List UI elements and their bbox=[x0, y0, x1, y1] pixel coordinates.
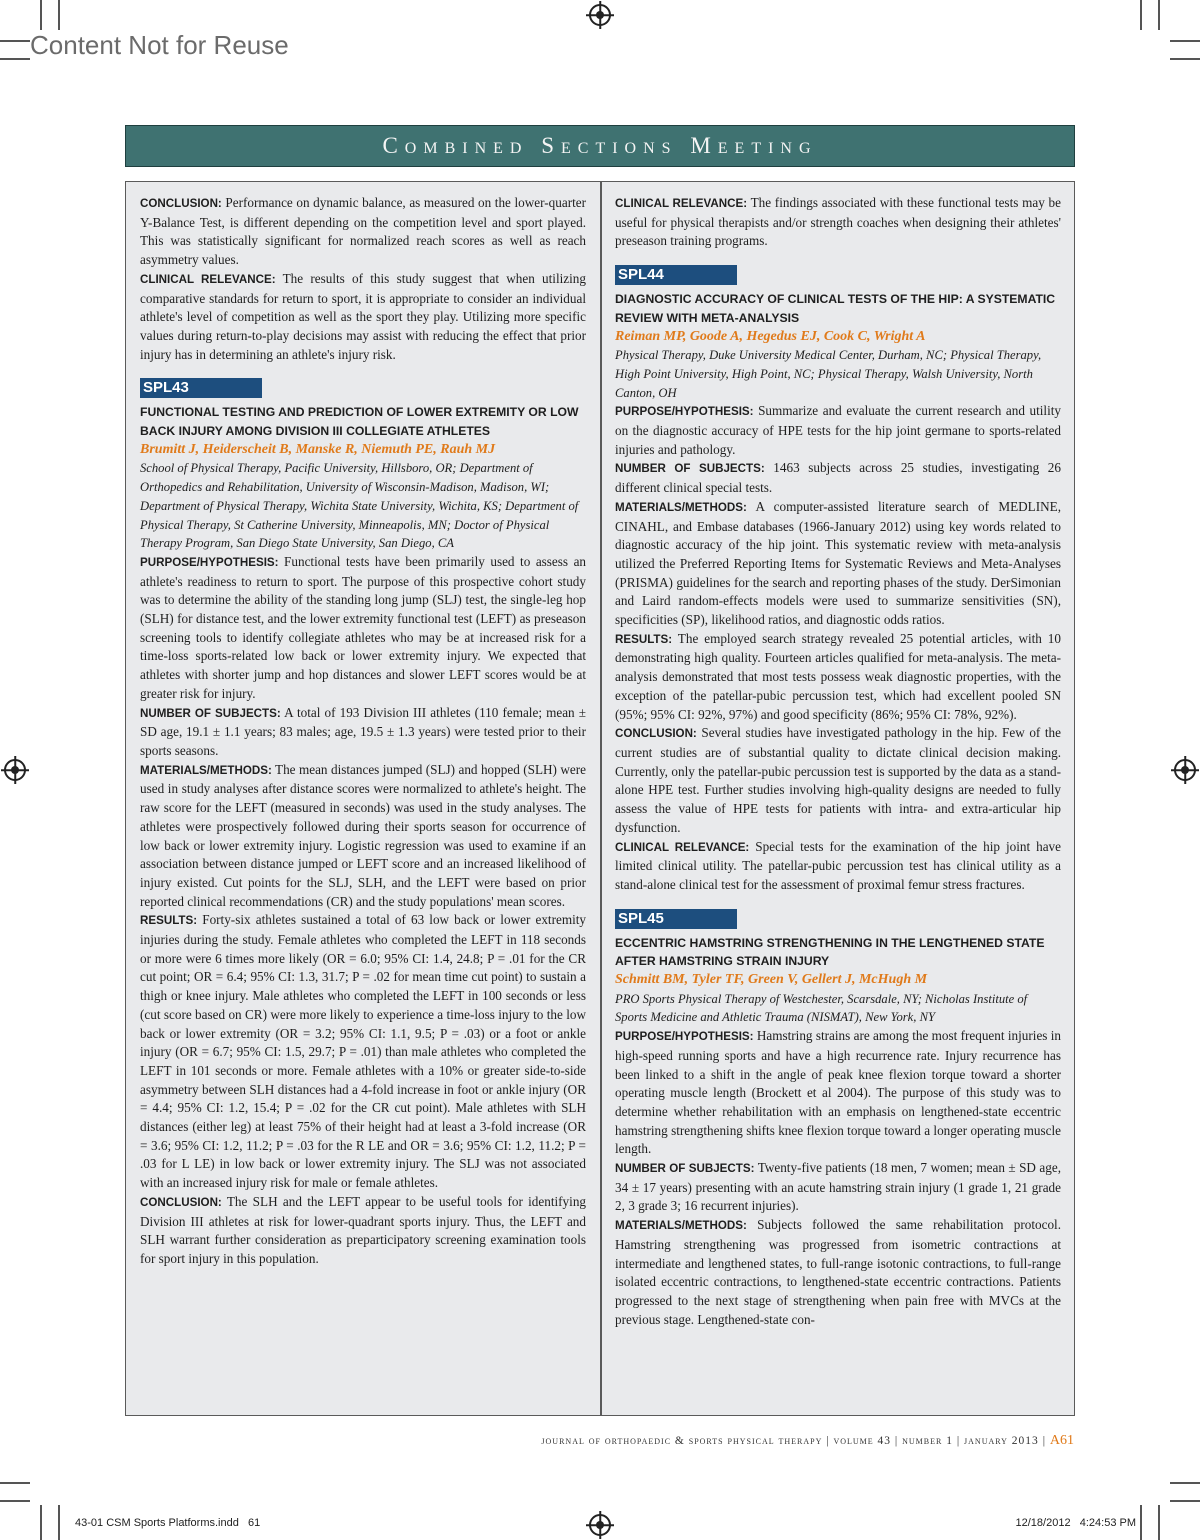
crop-mark bbox=[40, 0, 42, 30]
section-label: PURPOSE/HYPOTHESIS: bbox=[140, 555, 279, 569]
journal-name: journal of orthopaedic & sports physical therapy bbox=[541, 1435, 823, 1447]
section-text: The employed search strategy revealed 25 potential articles, with 10 demonstrating high quality. Fourteen articles qualified for meta-analysis. The meta-analysis demonstrated that most tests possess weak diagnostic properties, with the exception of the patellar-pubic percussion test, which had excellent pooled SN (95%; 95% CI: 92%, 97%) and good specificity (86%; 95% CI: 78%, 92%). bbox=[615, 630, 1061, 722]
section-label: CONCLUSION: bbox=[615, 727, 697, 741]
abstract-title: ECCENTRIC HAMSTRING STRENGTHENING IN THE LENGTHENED STATE AFTER HAMSTRING STRAIN INJURY bbox=[615, 935, 1045, 969]
section-text: Several studies have investigated pathology in the hip. Few of the current studies are of substantial quality to dictate clinical decision making. Currently, only the patellar-pubic percussion test is supported by the data as a stand-alone HPE test. Further studies involving high-quality designs are needed to fully assess the value of HPE tests for patients with intra- and extra-articular hip dysfunction. bbox=[615, 725, 1061, 835]
crop-mark bbox=[40, 1505, 42, 1540]
section-label: RESULTS: bbox=[615, 632, 673, 646]
abstract-authors: Reiman MP, Goode A, Hegedus EJ, Cook C, Wright A bbox=[615, 328, 926, 344]
paragraph bbox=[615, 630, 1061, 725]
watermark: Content Not for Reuse bbox=[30, 30, 289, 60]
section-text: Forty-six athletes sustained a total of 63 low back or lower extremity injuries during the study. Female athletes who completed the LEFT in 118 seconds or more were 6 times more likely (OR = 6.0; 95% CI: 1.4, 24.8; P = .01 for the CR cut point; OR = 6.4; 95% CI: 1.3, 31.7; P = .02 for mean time cut point) to sustain a thigh or knee injury. Male athletes who completed the LEFT in 100 seconds or less (cut score based on CR) were more likely to experience a time-loss injury to the low back or lower extremity (OR = 3.2; 95% CI: 1.1, 9.5; P = .03) or a foot or ankle injury (OR = 6.7; 95% CI: 1.5, 29.7; P = .01) than male athletes who completed the LEFT in 101 seconds or more. Female athletes with a 10% or greater side-to-side asymmetry between SLH distances had a 4-fold increase in foot or ankle injury (OR = 4.4; 95% CI: 1.2, 15.4; P = .02 for the CR cut point). Male athletes with SLH distances (either leg) at least 75% of their height had at least a 3-fold increase (OR = 3.6; 95% CI: 1.2, 11.2; P = .03 for the R LE and OR = 3.6; 95% CI: 1.2, 11.2; P = .03 for L LE) in low back or lower extremity injury. The SLJ was not associated with an increased injury risk for male or female athletes. bbox=[140, 912, 586, 1191]
registration-mark-icon bbox=[4, 759, 26, 781]
paragraph bbox=[140, 270, 586, 365]
section-label: MATERIALS/METHODS: bbox=[615, 1219, 747, 1233]
abstract-title: FUNCTIONAL TESTING AND PREDICTION OF LOWER EXTREMITY OR LOW BACK INJURY AMONG DIVISION III COLLEGIATE ATHLETES bbox=[140, 405, 579, 439]
abstract-authors: Schmitt BM, Tyler TF, Green V, Gellert J, McHugh M bbox=[615, 972, 928, 988]
crop-mark bbox=[0, 58, 30, 60]
column-divider bbox=[600, 182, 602, 1415]
abstract-tag: SPL44 bbox=[615, 265, 737, 285]
section-label: NUMBER OF SUBJECTS: bbox=[615, 462, 765, 476]
crop-mark bbox=[58, 1505, 60, 1540]
abstract-tag: SPL45 bbox=[615, 909, 737, 929]
abstract-affiliation: Physical Therapy, Duke University Medical Center, Durham, NC; Physical Therapy, High Point University, High Point, NC; Physical Therapy, Walsh University, North Canton, OH bbox=[615, 348, 1042, 400]
crop-mark bbox=[1158, 0, 1160, 30]
paragraph bbox=[615, 1159, 1061, 1216]
abstract-affiliation: PRO Sports Physical Therapy of Westchester, Scarsdale, NY; Nicholas Institute of Sports Medicine and Athletic Trauma (NISMAT), New York, NY bbox=[615, 991, 1028, 1025]
registration-mark-icon bbox=[589, 1514, 611, 1536]
section-text: A total of 193 Division III athletes (110 female; mean ± SD age, 19.1 ± 1.1 years; 83 males; age, 19.5 ± 1.3 years) were tested prior to their sports seasons. bbox=[140, 704, 586, 758]
footer-separator: | bbox=[894, 1435, 899, 1447]
abstract-title: DIAGNOSTIC ACCURACY OF CLINICAL TESTS OF THE HIP: A SYSTEMATIC REVIEW WITH META-ANALYSIS bbox=[615, 292, 1056, 325]
paragraph bbox=[140, 194, 586, 270]
section-text: Performance on dynamic balance, as measured on the lower-quarter Y-Balance Test, is different depending on the competition level and sport played. This was statistically significant for normalized reach scores as well as reach asymmetry values. bbox=[140, 195, 587, 268]
issue-number: number 1 bbox=[902, 1435, 953, 1447]
crop-mark bbox=[1140, 0, 1142, 30]
crop-mark bbox=[1140, 1505, 1142, 1540]
abstract-authors: Brumitt J, Heiderscheit B, Manske R, Niemuth PE, Rauh MJ bbox=[140, 441, 496, 457]
section-label: NUMBER OF SUBJECTS: bbox=[615, 1162, 755, 1176]
section-text: The mean distances jumped (SLJ) and hopped (SLH) were used in study analyses after distance scores were normalized to athlete's height. The raw score for the LEFT (measured in seconds) was used in the study analyses. The athletes were prospectively followed during their sports season for occurrence of low back or lower extremity injury. Logistic regression was used to examine if an association between distance jumped or LEFT score and an increased likelihood of injury existed. Cut points for the SLJ, SLH, and the LEFT were based on prior reported clinical recommendations (CR) and the study populations' mean scores. bbox=[140, 761, 586, 909]
crop-mark bbox=[1158, 1505, 1160, 1540]
section-text: The SLH and the LEFT appear to be useful tools for identifying Division III athletes at risk for lower-quadrant sports injury. Thus, the LEFT and SLH warrant further consideration as preparticipatory screening examination tools for sport injury in this population. bbox=[140, 1193, 587, 1266]
section-label: RESULTS: bbox=[140, 914, 198, 928]
section-label: CONCLUSION: bbox=[140, 197, 222, 210]
registration-mark-icon bbox=[1174, 759, 1196, 781]
section-text: Hamstring strains are among the most frequent injuries in high-speed running sports and have a high recurrence rate. Injury recurrence has been linked to a shift in the angle of peak knee flexion torque toward a shorter operating muscle length (Brockett et al 2004). The purpose of this study was to determine whether rehabilitation with an emphasis on lengthened-state eccentric hamstring strengthening shifts knee flexion torque toward a longer operating muscle length. bbox=[615, 1028, 1062, 1157]
issue-date: january 2013 bbox=[964, 1435, 1039, 1447]
section-text: A computer-assisted literature search of MEDLINE, CINAHL, and Embase databases (1966-January 2012) using key words related to diagnostic accuracy of the hip joint. This systematic review with meta-analysis utilized the Preferred Reporting Items for Systematic Reviews and Meta-Analyses (PRISMA) guidelines for the search and reporting phases of the study. DerSimonian and Laird random-effects models were used to summarize sensitivities (SN), specificities (SP), likelihood ratios, and diagnostic odds ratios. bbox=[615, 498, 1061, 628]
page-number: A61 bbox=[1049, 1433, 1074, 1448]
abstract-affiliation: School of Physical Therapy, Pacific University, Hillsboro, OR; Department of Orthopedics and Rehabilitation, University of Wisconsin-Madison, Madison, WI; Department of Physical Therapy, Wichita State University, Wichita, KS; Department of Physical Therapy, St Catherine University, Minneapolis, MN; Doctor of Physical Therapy Program, San Diego State University, San Diego, CA bbox=[140, 461, 579, 551]
print-slug-file: 43-01 CSM Sports Platforms.indd 61 bbox=[75, 1517, 261, 1529]
banner-title: Combined Sections Meeting bbox=[382, 133, 818, 158]
crop-mark bbox=[58, 0, 60, 30]
paragraph bbox=[140, 911, 586, 1193]
section-label: CLINICAL RELEVANCE: bbox=[140, 272, 276, 286]
paragraph bbox=[140, 761, 586, 912]
crop-mark bbox=[0, 40, 30, 42]
paragraph bbox=[615, 1216, 1061, 1329]
paragraph bbox=[615, 402, 1061, 459]
paragraph bbox=[615, 838, 1061, 895]
crop-mark bbox=[1170, 58, 1200, 60]
section-label: MATERIALS/METHODS: bbox=[615, 500, 747, 514]
section-banner bbox=[125, 125, 1075, 167]
paragraph bbox=[615, 498, 1061, 630]
footer-separator: | bbox=[1042, 1435, 1046, 1447]
section-text: Special tests for the examination of the hip joint have limited clinical utility. The patellar-pubic percussion test has clinical utility as a stand-alone clinical test for the assessment of proximal femur stress fractures. bbox=[615, 838, 1061, 892]
section-text: Functional tests have been primarily used to assess an athlete's readiness to return to sport. The purpose of this prospective cohort study was to determine the ability of the standing long jump (SLJ) test, the single-leg hop (SLH) for distance test, and the lower extremity functional test (LEFT) as preseason screening tools to identify collegiate athletes who may be at increased risk for a time-loss sports-related low back or lower extremity injury. We expected that athletes with shorter jump and hop distances and slower LEFT scores would be at greater risk for injury. bbox=[140, 553, 587, 701]
section-label: NUMBER OF SUBJECTS: bbox=[140, 706, 281, 720]
abstract-panel bbox=[125, 181, 1075, 1416]
section-label: MATERIALS/METHODS: bbox=[140, 763, 272, 777]
section-label: CLINICAL RELEVANCE: bbox=[615, 840, 750, 854]
section-label: CONCLUSION: bbox=[140, 1195, 222, 1209]
right-column bbox=[615, 194, 1061, 1329]
footer-separator: | bbox=[956, 1435, 961, 1447]
section-text: Subjects followed the same rehabilitation protocol. Hamstring strengthening was progressed from isometric contractions at intermediate and lengthened states, to full-range isotonic contractions, to full-range isolated eccentric contractions, to lengthened-state eccentric contractions. Patients progressed to the next stage of strengthening when pain free with MVCs at the previous stage. Lengthened-state con- bbox=[615, 1217, 1062, 1327]
paragraph bbox=[615, 459, 1061, 497]
paragraph bbox=[615, 724, 1061, 837]
section-label: PURPOSE/HYPOTHESIS: bbox=[615, 405, 754, 419]
paragraph bbox=[615, 1027, 1061, 1159]
volume: volume 43 bbox=[833, 1435, 892, 1447]
section-text: Summarize and evaluate the current research and utility on the diagnostic accuracy of HPE tests for the hip joint germane to sports-related injuries and pathology. bbox=[615, 403, 1062, 457]
section-text: Twenty-five patients (18 men, 7 women; mean ± SD age, 34 ± 17 years) presenting with an acute hamstring strain injury (1 grade 1, 21 grade 2, 3 grade 3; 16 recurrent injuries). bbox=[615, 1160, 1062, 1214]
footer-separator: | bbox=[826, 1435, 830, 1447]
paragraph bbox=[140, 553, 586, 704]
paragraph bbox=[140, 1193, 586, 1269]
paragraph bbox=[140, 704, 586, 761]
paragraph bbox=[615, 194, 1061, 251]
print-slug-timestamp: 12/18/2012 4:24:53 PM bbox=[1015, 1517, 1136, 1529]
crop-mark bbox=[0, 1500, 30, 1502]
page-footer bbox=[541, 1433, 1074, 1449]
crop-mark bbox=[1170, 1482, 1200, 1484]
section-text: 1463 subjects across 25 studies, investigating 26 different clinical special tests. bbox=[615, 460, 1061, 496]
section-label: PURPOSE/HYPOTHESIS: bbox=[615, 1030, 754, 1044]
section-label: CLINICAL RELEVANCE: bbox=[615, 197, 748, 210]
section-text: The results of this study suggest that when utilizing comparative standards for return to sport, it is appropriate to consider an individual athlete's level of competition as well as the sport they play. Utilizing more specific values during return-to-play decisions may assist with reducing the effect that prior injury has in determining an athlete's injury risk. bbox=[140, 270, 586, 362]
left-column bbox=[140, 194, 586, 1269]
crop-mark bbox=[1170, 1500, 1200, 1502]
crop-mark bbox=[1170, 40, 1200, 42]
crop-mark bbox=[0, 1482, 30, 1484]
registration-mark-icon bbox=[589, 4, 611, 26]
abstract-tag: SPL43 bbox=[140, 378, 262, 398]
section-text: The findings associated with these functional tests may be useful for physical therapists and/or strength coaches when designing their athletes' preseason training programs. bbox=[615, 195, 1061, 249]
